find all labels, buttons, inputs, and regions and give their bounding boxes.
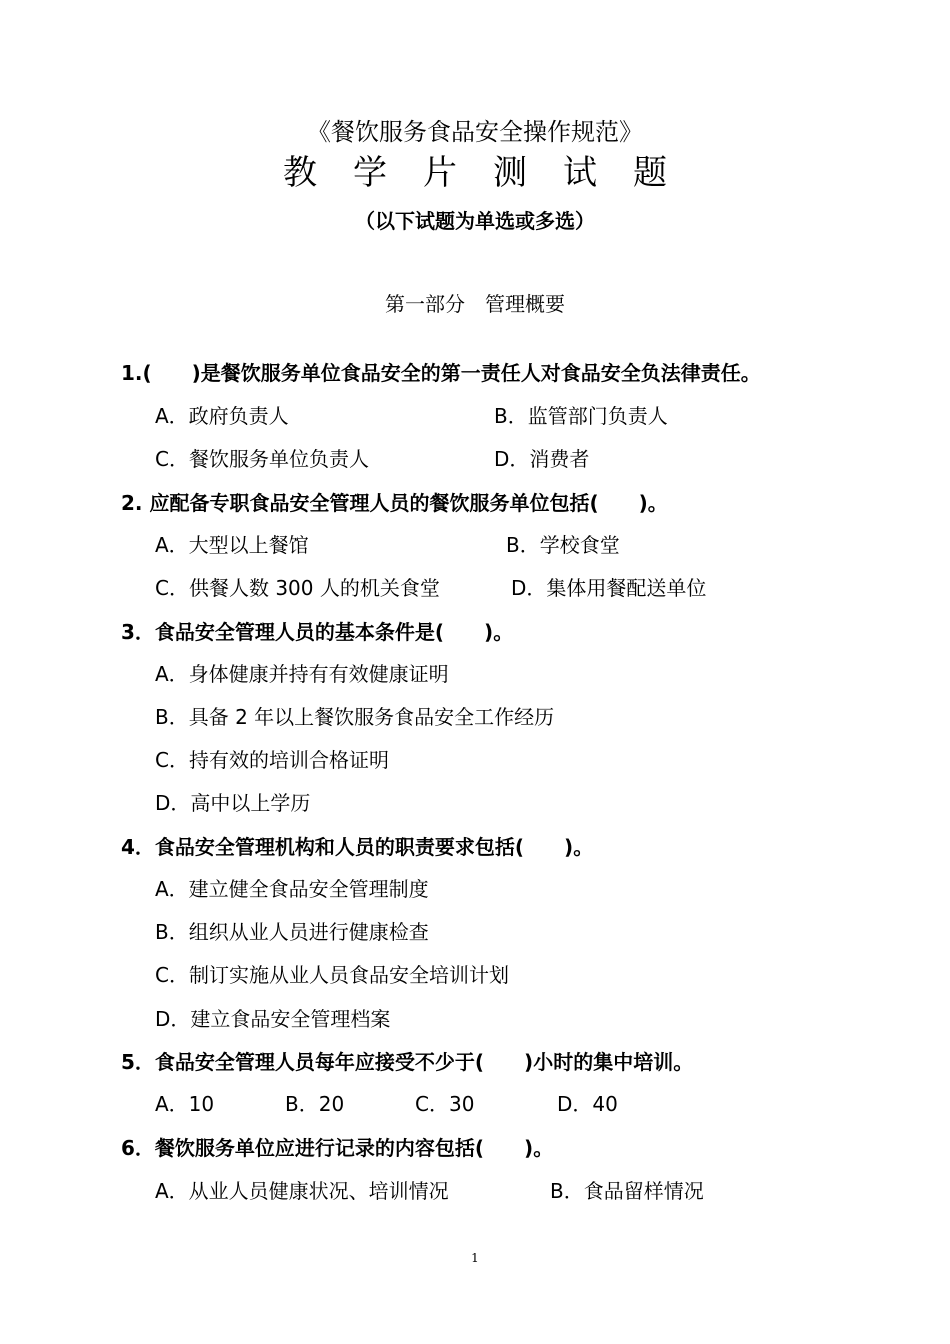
question-5: 5．食品安全管理人员每年应接受不少于( )小时的集中培训。 (121, 1050, 694, 1074)
question-1-option-c: C．餐饮服务单位负责人 (155, 447, 369, 471)
document-subtitle: 教学片测试题 (283, 153, 703, 193)
question-3: 3．食品安全管理人员的基本条件是( )。 (121, 620, 514, 644)
document-title: 《餐饮服务食品安全操作规范》 (307, 118, 643, 146)
question-2-option-b: B．学校食堂 (506, 533, 620, 557)
question-4-option-d: D．建立食品安全管理档案 (155, 1007, 391, 1031)
question-3-option-b: B．具备 2 年以上餐饮服务食品安全工作经历 (155, 705, 555, 729)
question-4-option-c: C．制订实施从业人员食品安全培训计划 (155, 963, 509, 987)
question-5-option-c: C．30 (415, 1092, 475, 1116)
question-6-option-b: B．食品留样情况 (550, 1179, 704, 1203)
question-5-option-a: A．10 (155, 1092, 215, 1116)
question-5-option-d: D．40 (557, 1092, 618, 1116)
instruction-text: （以下试题为单选或多选） (355, 209, 595, 233)
question-2-option-d: D．集体用餐配送单位 (511, 576, 707, 600)
question-1: 1.( )是餐饮服务单位食品安全的第一责任人对食品安全负法律责任。 (121, 361, 761, 385)
question-3-option-c: C．持有效的培训合格证明 (155, 748, 389, 772)
question-2-option-a: A．大型以上餐馆 (155, 533, 309, 557)
question-3-option-d: D．高中以上学历 (155, 791, 311, 815)
question-4: 4．食品安全管理机构和人员的职责要求包括( )。 (121, 835, 594, 859)
page-number: 1 (471, 1251, 479, 1265)
question-1-option-a: A．政府负责人 (155, 404, 289, 428)
question-2: 2. 应配备专职食品安全管理人员的餐饮服务单位包括( )。 (121, 491, 668, 515)
question-3-option-a: A．身体健康并持有有效健康证明 (155, 662, 449, 686)
question-6-option-a: A．从业人员健康状况、培训情况 (155, 1179, 449, 1203)
section-title: 第一部分 管理概要 (385, 292, 565, 316)
question-4-option-b: B．组织从业人员进行健康检查 (155, 920, 429, 944)
question-4-option-a: A．建立健全食品安全管理制度 (155, 877, 429, 901)
question-6: 6．餐饮服务单位应进行记录的内容包括( )。 (121, 1136, 554, 1160)
question-1-option-d: D．消费者 (494, 447, 590, 471)
question-5-option-b: B．20 (285, 1092, 345, 1116)
question-2-option-c: C．供餐人数 300 人的机关食堂 (155, 576, 440, 600)
question-1-option-b: B．监管部门负责人 (494, 404, 668, 428)
